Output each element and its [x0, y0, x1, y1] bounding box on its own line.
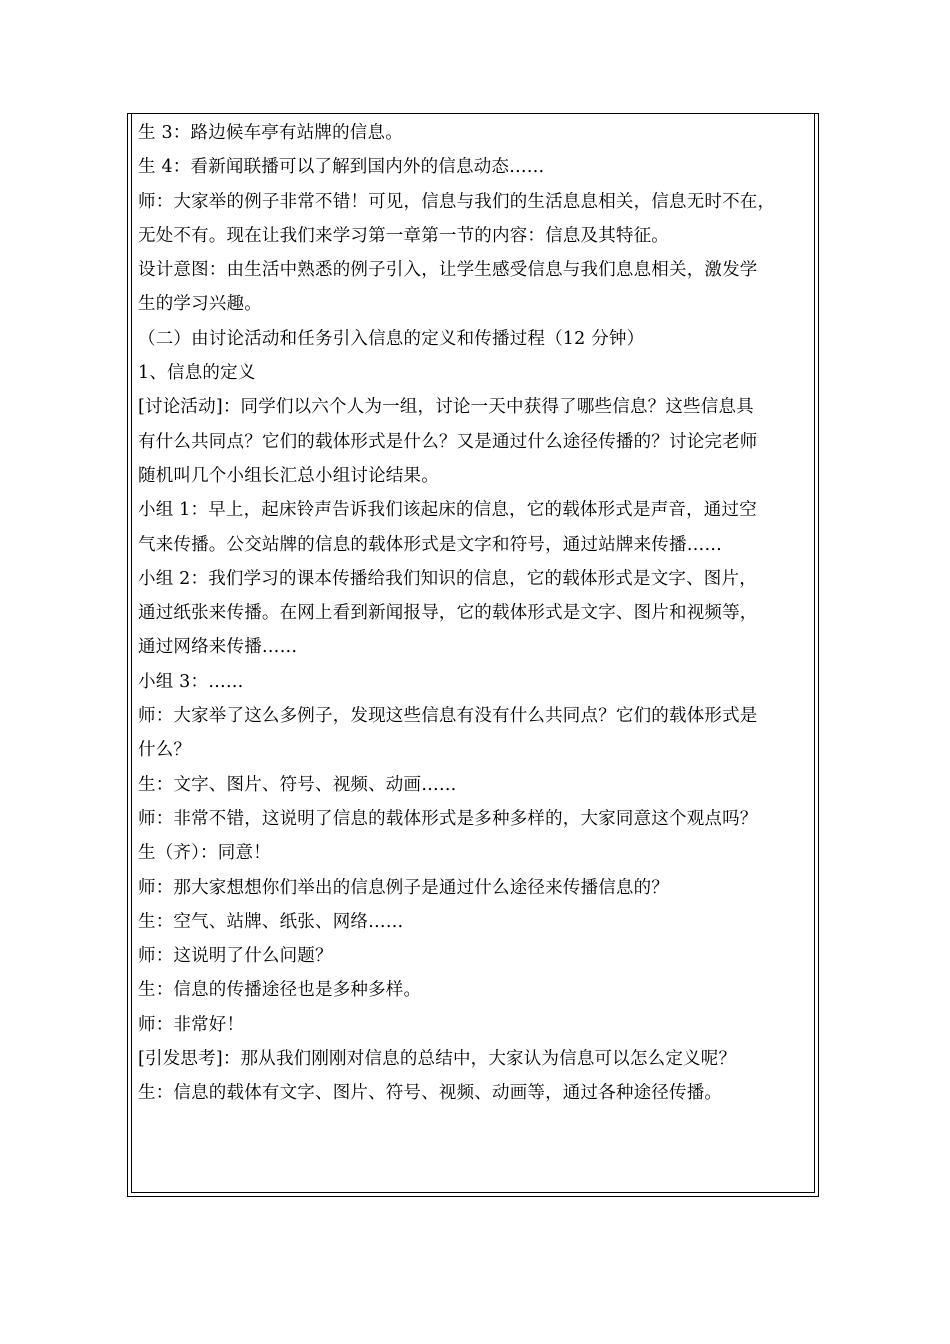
text-line: 师：非常不错，这说明了信息的载体形式是多种多样的，大家同意这个观点吗？ — [138, 808, 758, 829]
text-line: 生的学习兴趣。 — [138, 294, 262, 315]
text-line: 师：那大家想想你们举出的信息例子是通过什么途径来传播信息的？ — [138, 877, 669, 898]
text-line: 生 3：路边候车亭有站牌的信息。 — [138, 123, 403, 143]
text-line: 师：非常好！ — [138, 1014, 245, 1035]
text-line: 生（齐）：同意！ — [138, 843, 271, 864]
text-line: 生：信息的载体有文字、图片、符号、视频、动画等，通过各种途径传播。 — [138, 1083, 723, 1104]
text-line: 生：空气、站牌、纸张、网络…… — [138, 911, 404, 932]
text-line: 小组 3：…… — [138, 671, 244, 692]
section-heading: （二）由讨论活动和任务引入信息的定义和传播过程（12 分钟） — [138, 328, 645, 349]
text-line: [引发思考]：那从我们刚刚对信息的总结中，大家认为信息可以怎么定义呢？ — [138, 1049, 737, 1070]
text-line: 师：这说明了什么问题？ — [138, 946, 333, 967]
text-line: 气来传播。公交站牌的信息的载体形式是文字和符号，通过站牌来传播…… — [138, 534, 723, 555]
text-line: 通过网络来传播…… — [138, 637, 298, 658]
text-line: 小组 2：我们学习的课本传播给我们知识的信息，它的载体形式是文字、图片， — [138, 568, 757, 589]
text-line: 有什么共同点？它们的载体形式是什么？又是通过什么途径传播的？讨论完老师 — [138, 431, 758, 452]
text-line: 生：信息的传播途径也是多种多样。 — [138, 980, 422, 1001]
text-line: 什么？ — [138, 740, 192, 761]
text-line: 小组 1：早上，起床铃声告诉我们该起床的信息，它的载体形式是声音，通过空 — [138, 500, 757, 521]
text-line: 师：大家举了这么多例子，发现这些信息有没有什么共同点？它们的载体形式是 — [138, 706, 758, 727]
text-line: 无处不有。现在让我们来学习第一章第一节的内容：信息及其特征。 — [138, 225, 669, 246]
text-line: 设计意图：由生活中熟悉的例子引入，让学生感受信息与我们息息相关，激发学 — [138, 260, 758, 281]
text-line: 生：文字、图片、符号、视频、动画…… — [138, 774, 457, 795]
text-line: 师：大家举的例子非常不错！可见，信息与我们的生活息息相关，信息无时不在， — [138, 191, 776, 212]
lesson-text-body — [138, 116, 814, 1111]
text-line: [讨论活动]：同学们以六个人为一组，讨论一天中获得了哪些信息？这些信息具 — [138, 397, 754, 418]
subsection-heading: 1、信息的定义 — [138, 363, 256, 384]
text-line: 生 4：看新闻联播可以了解到国内外的信息动态…… — [138, 157, 545, 178]
text-line: 通过纸张来传播。在网上看到新闻报导，它的载体形式是文字、图片和视频等， — [138, 603, 758, 624]
text-line: 随机叫几个小组长汇总小组讨论结果。 — [138, 465, 439, 486]
